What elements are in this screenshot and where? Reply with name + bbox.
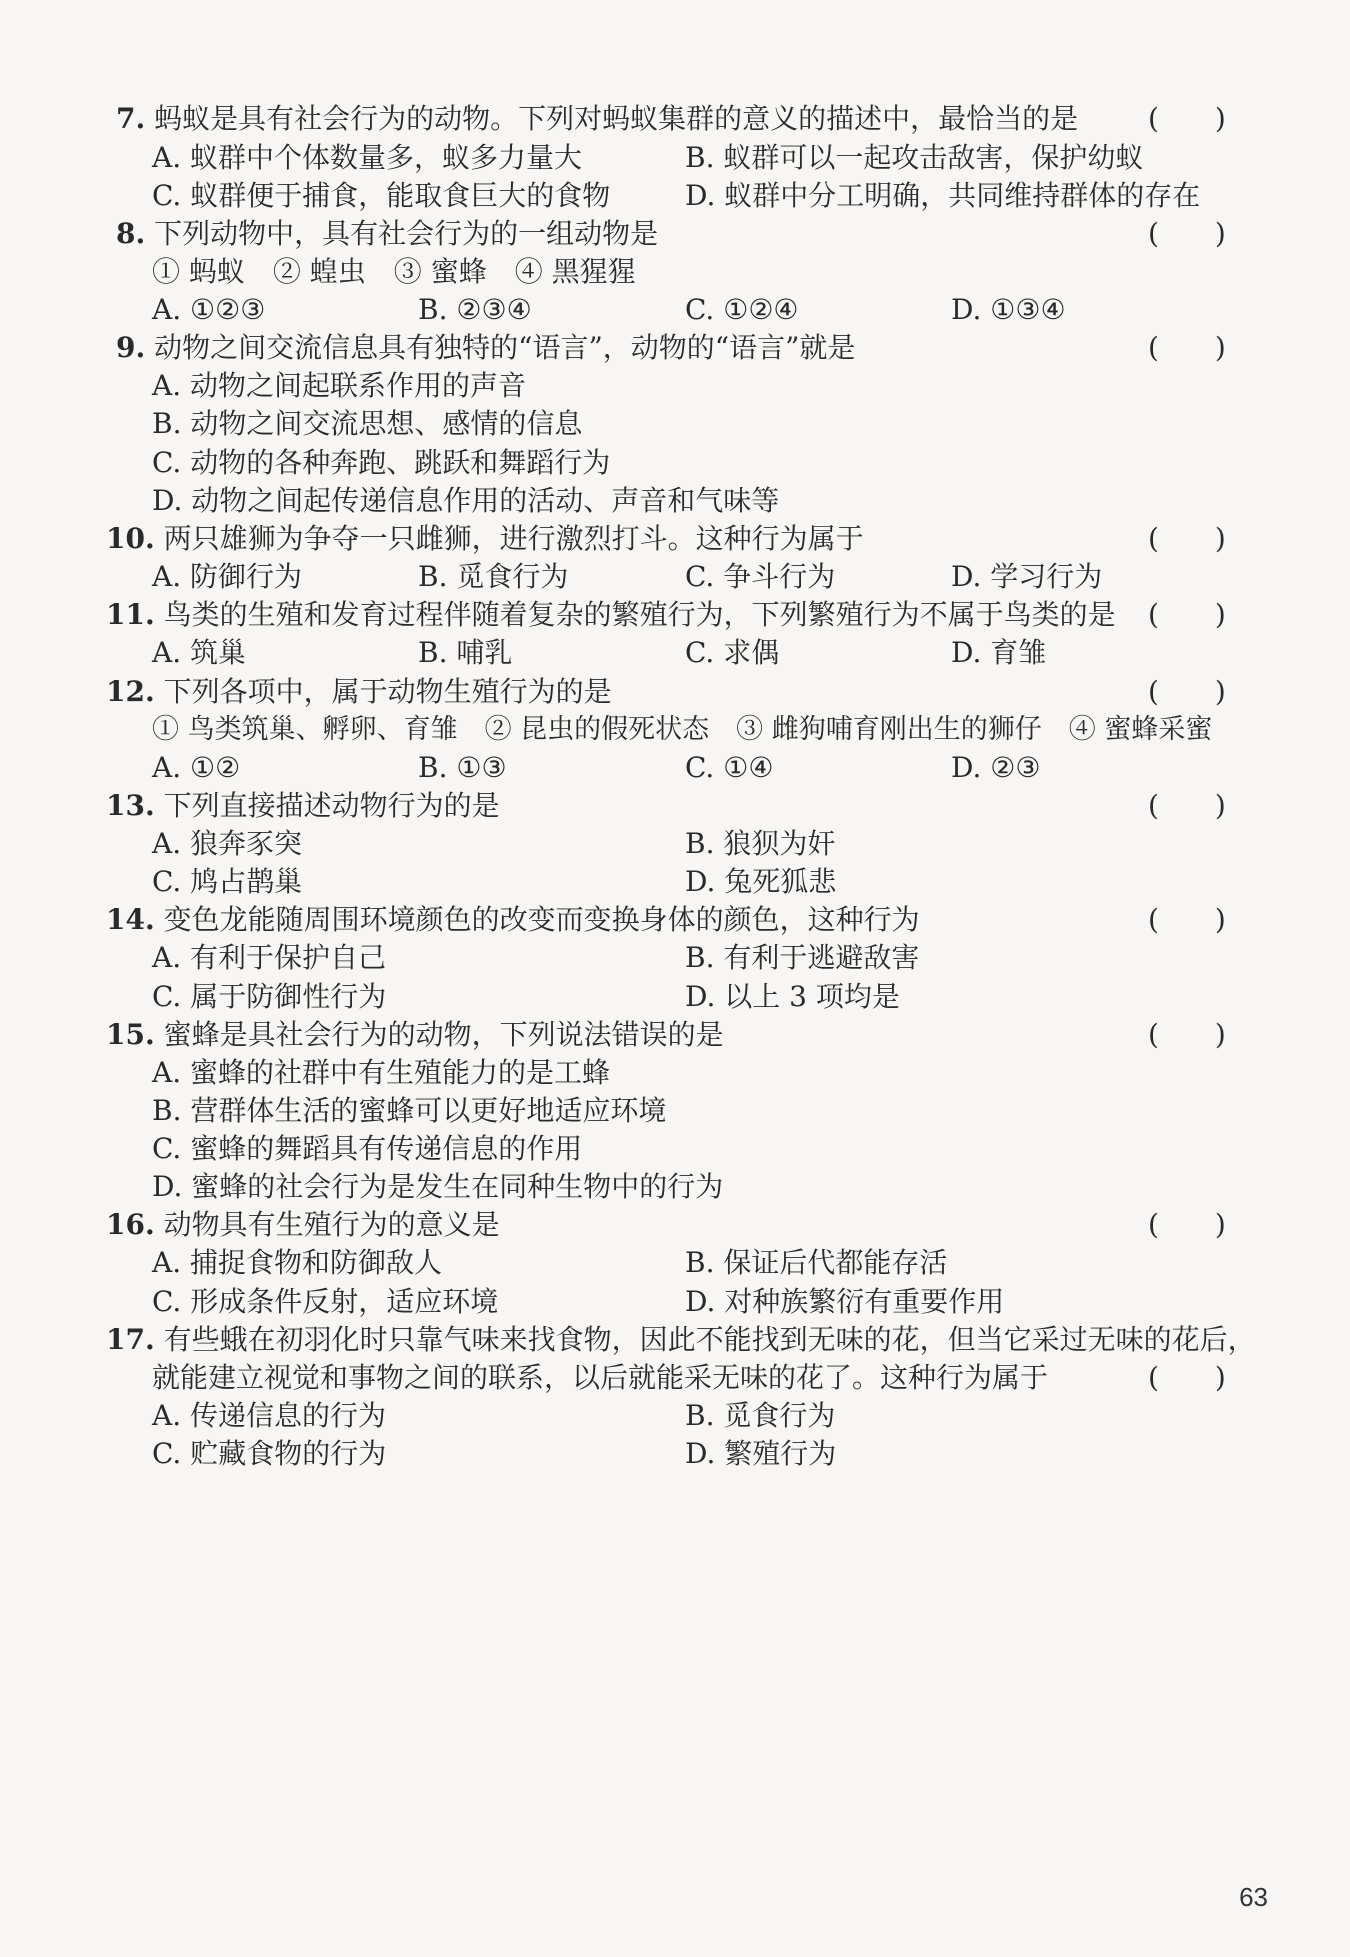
option: D. 蚁群中分工明确，共同维持群体的存在 <box>685 179 1201 212</box>
answer-blank[interactable]: ( ) <box>1148 102 1226 135</box>
option: A. 蜜蜂的社群中有生殖能力的是工蜂 <box>152 1056 611 1089</box>
option: B. ①③ <box>418 751 507 784</box>
option: A. 有利于保护自己 <box>152 941 387 974</box>
question-13-stem: 13. 下列直接描述动物行为的是 <box>106 789 500 822</box>
answer-blank[interactable]: ( ) <box>1148 903 1226 936</box>
answer-blank[interactable]: ( ) <box>1148 331 1226 364</box>
page-number: 63 <box>1239 1882 1268 1912</box>
option: A. 防御行为 <box>152 560 303 593</box>
answer-blank[interactable]: ( ) <box>1148 1361 1226 1394</box>
answer-blank[interactable]: ( ) <box>1148 217 1226 250</box>
question-8-stem: 8. 下列动物中，具有社会行为的一组动物是 <box>116 217 659 250</box>
option: B. 保证后代都能存活 <box>685 1246 948 1279</box>
option: D. 对种族繁衍有重要作用 <box>685 1285 1005 1318</box>
question-items: ① 鸟类筑巢、孵卵、育雏 ② 昆虫的假死状态 ③ 雌狗哺育刚出生的狮仔 ④ 蜜蜂采蜜 <box>152 714 1213 745</box>
option: C. 蜜蜂的舞蹈具有传递信息的作用 <box>152 1132 583 1165</box>
option: A. 捕捉食物和防御敌人 <box>152 1246 443 1279</box>
question-14-stem: 14. 变色龙能随周围环境颜色的改变而变换身体的颜色，这种行为 <box>106 903 920 936</box>
question-15-stem: 15. 蜜蜂是具社会行为的动物，下列说法错误的是 <box>106 1018 724 1051</box>
question-17-stem: 17. 有些蛾在初羽化时只靠气味来找食物，因此不能找到无味的花，但当它采过无味的花后， <box>106 1323 1256 1356</box>
answer-blank[interactable]: ( ) <box>1148 1018 1226 1051</box>
option: A. 蚁群中个体数量多，蚁多力量大 <box>152 141 583 174</box>
option: D. 繁殖行为 <box>685 1437 837 1470</box>
option: C. ①②④ <box>685 293 799 326</box>
answer-blank[interactable]: ( ) <box>1148 1208 1226 1241</box>
question-7-stem: 7. 蚂蚁是具有社会行为的动物。下列对蚂蚁集群的意义的描述中，最恰当的是 <box>116 102 1079 135</box>
answer-blank[interactable]: ( ) <box>1148 522 1226 555</box>
question-items: ① 蚂蚁 ② 蝗虫 ③ 蜜蜂 ④ 黑猩猩 <box>152 255 636 288</box>
option: D. 动物之间起传递信息作用的活动、声音和气味等 <box>152 484 780 517</box>
option: A. 传递信息的行为 <box>152 1399 387 1432</box>
option: C. 属于防御性行为 <box>152 980 387 1013</box>
option: D. 以上 3 项均是 <box>685 980 900 1013</box>
option: C. 贮藏食物的行为 <box>152 1437 387 1470</box>
option: B. ②③④ <box>418 293 532 326</box>
answer-blank[interactable]: ( ) <box>1148 789 1226 822</box>
option: B. 狼狈为奸 <box>685 827 836 860</box>
option: A. ①②③ <box>152 293 266 326</box>
option: B. 蚁群可以一起攻击敌害，保护幼蚁 <box>685 141 1144 174</box>
option: B. 动物之间交流思想、感情的信息 <box>152 407 583 440</box>
option: D. ①③④ <box>951 293 1066 326</box>
option: B. 营群体生活的蜜蜂可以更好地适应环境 <box>152 1094 667 1127</box>
question-17-stem-continued: 就能建立视觉和事物之间的联系，以后就能采无味的花了。这种行为属于 <box>152 1361 1049 1394</box>
question-16-stem: 16. 动物具有生殖行为的意义是 <box>106 1208 500 1241</box>
question-12-stem: 12. 下列各项中，属于动物生殖行为的是 <box>106 675 612 708</box>
answer-blank[interactable]: ( ) <box>1148 675 1226 708</box>
option: A. 筑巢 <box>152 636 247 669</box>
option: D. 学习行为 <box>951 560 1103 593</box>
option: C. 鸠占鹊巢 <box>152 865 303 898</box>
option: A. 狼奔豕突 <box>152 827 303 860</box>
option: B. 觅食行为 <box>685 1399 836 1432</box>
option: C. 争斗行为 <box>685 560 836 593</box>
option: B. 有利于逃避敌害 <box>685 941 920 974</box>
option: C. 求偶 <box>685 636 780 669</box>
question-10-stem: 10. 两只雄狮为争夺一只雌狮，进行激烈打斗。这种行为属于 <box>106 522 864 555</box>
option: D. 育雏 <box>951 636 1047 669</box>
option: C. 动物的各种奔跑、跳跃和舞蹈行为 <box>152 446 611 479</box>
option: C. 蚁群便于捕食，能取食巨大的食物 <box>152 179 611 212</box>
option: D. 兔死狐悲 <box>685 865 837 898</box>
option: C. 形成条件反射，适应环境 <box>152 1285 499 1318</box>
option: D. 蜜蜂的社会行为是发生在同种生物中的行为 <box>152 1170 724 1203</box>
option: D. ②③ <box>951 751 1041 784</box>
answer-blank[interactable]: ( ) <box>1148 598 1226 631</box>
option: A. 动物之间起联系作用的声音 <box>152 369 527 402</box>
question-9-stem: 9. 动物之间交流信息具有独特的“语言”，动物的“语言”就是 <box>116 331 856 364</box>
option: C. ①④ <box>685 751 774 784</box>
option: B. 觅食行为 <box>418 560 569 593</box>
option: A. ①② <box>152 751 241 784</box>
option: B. 哺乳 <box>418 636 513 669</box>
question-11-stem: 11. 鸟类的生殖和发育过程伴随着复杂的繁殖行为，下列繁殖行为不属于鸟类的是 <box>106 598 1116 631</box>
